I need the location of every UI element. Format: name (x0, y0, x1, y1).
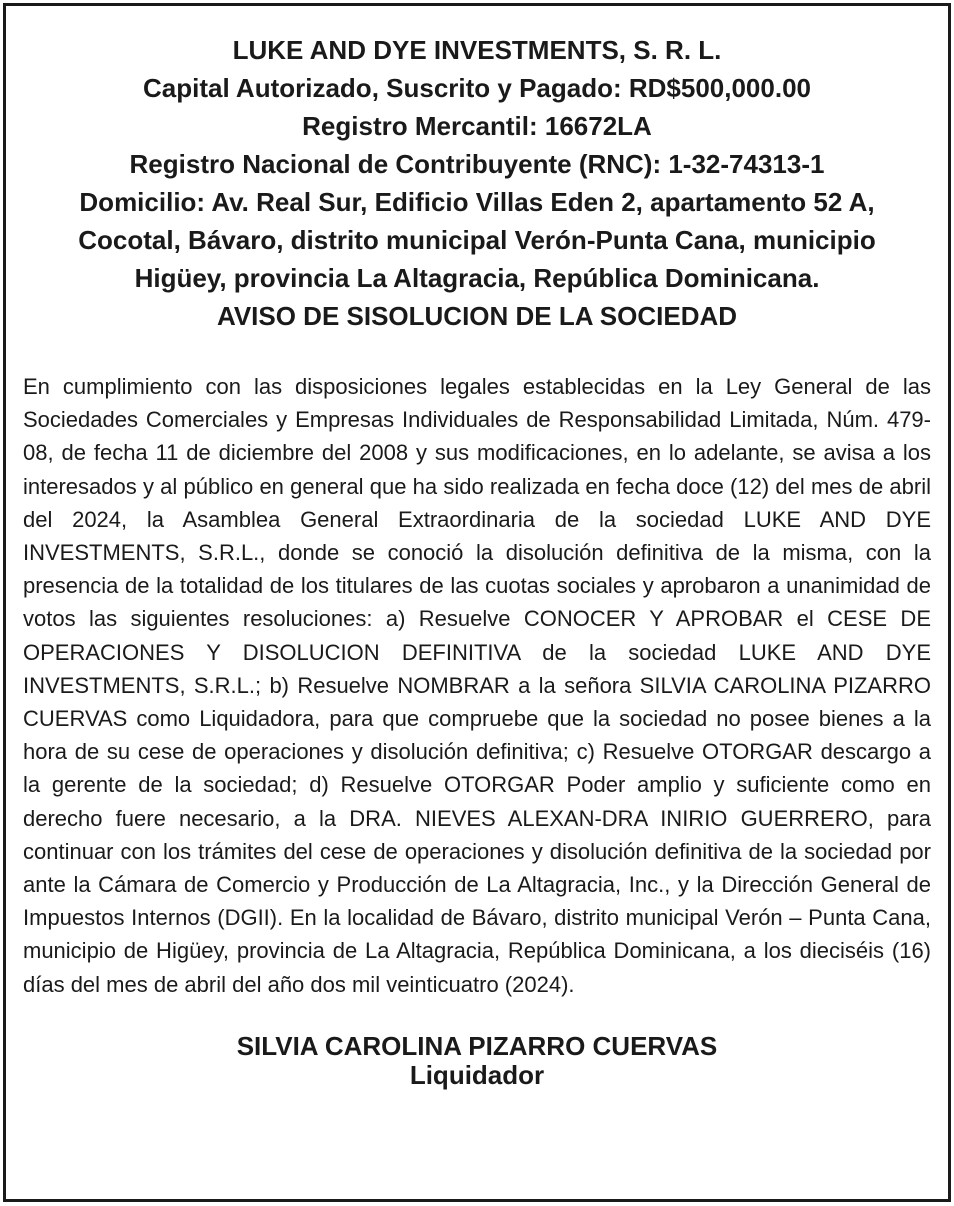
rnc-line: Registro Nacional de Contribuyente (RNC): 1-32-74313-1 (129, 149, 825, 179)
registro-mercantil-line: Registro Mercantil: 16672LA (302, 111, 652, 141)
capital-line: Capital Autorizado, Suscrito y Pagado: RD$500,000.00 (142, 73, 811, 103)
notice-header (6, 31, 948, 335)
notice-frame (3, 3, 951, 1202)
domicilio-line-1: Domicilio: Av. Real Sur, Edificio Villas Eden 2, apartamento 52 A, (79, 187, 875, 217)
signatory-role: Liquidador (409, 1059, 545, 1090)
domicilio-line-3: Higüey, provincia La Altagracia, República Dominicana. (134, 263, 820, 293)
domicilio-line-2: Cocotal, Bávaro, distrito municipal Verón-Punta Cana, municipio (78, 225, 876, 255)
signature-block (6, 1032, 948, 1090)
notice-body: En cumplimiento con las disposiciones legales establecidas en la Ley General de las Sociedades Comerciales y Empresas Individuales de Responsabilidad Limitada, Núm. 479-08, de fecha 11 de diciembre del 2008 y sus modificaciones, en lo adelante, se avisa a los interesados y al público en general que ha sido realizada en fecha doce (12) del mes de abril del 2024, la Asamblea General Extraordinaria de la sociedad LUKE AND DYE INVESTMENTS, S.R.L., donde se conoció la disolución definitiva de la misma, con la presencia de la totalidad de los titulares de las cuotas sociales y aprobaron a unanimidad de votos las siguientes resoluciones: a) Resuelve CONOCER Y APROBAR el CESE DE OPERACIONES Y DISOLUCION DEFINITIVA de la sociedad LUKE AND DYE INVESTMENTS, S.R.L.; b) Resuelve NOMBRAR a la señora SILVIA CAROLINA PIZARRO CUERVAS como Liquidadora, para que compruebe que la sociedad no posee bienes a la hora de su cese de operaciones y disolución definitiva; c) Resuelve OTORGAR descargo a la gerente de la sociedad; d) Resuelve OTORGAR Poder amplio y suficiente como en derecho fuere necesario, a la DRA. NIEVES ALEXAN-DRA INIRIO GUERRERO, para continuar con los trámites del cese de operaciones y disolución definitiva de la sociedad por ante la Cámara de Comercio y Producción de La Altagracia, Inc., y la Dirección General de Impuestos Internos (DGII). En la localidad de Bávaro, distrito municipal Verón – Punta Cana, municipio de Higüey, provincia de La Altagracia, República Dominicana, a los dieciséis (16) días del mes de abril del año dos mil veinticuatro (2024). (23, 374, 931, 997)
company-name: LUKE AND DYE INVESTMENTS, S. R. L. (232, 35, 722, 65)
notice-title: AVISO DE SISOLUCION DE LA SOCIEDAD (216, 301, 738, 331)
signatory-name: SILVIA CAROLINA PIZARRO CUERVAS (236, 1030, 718, 1061)
